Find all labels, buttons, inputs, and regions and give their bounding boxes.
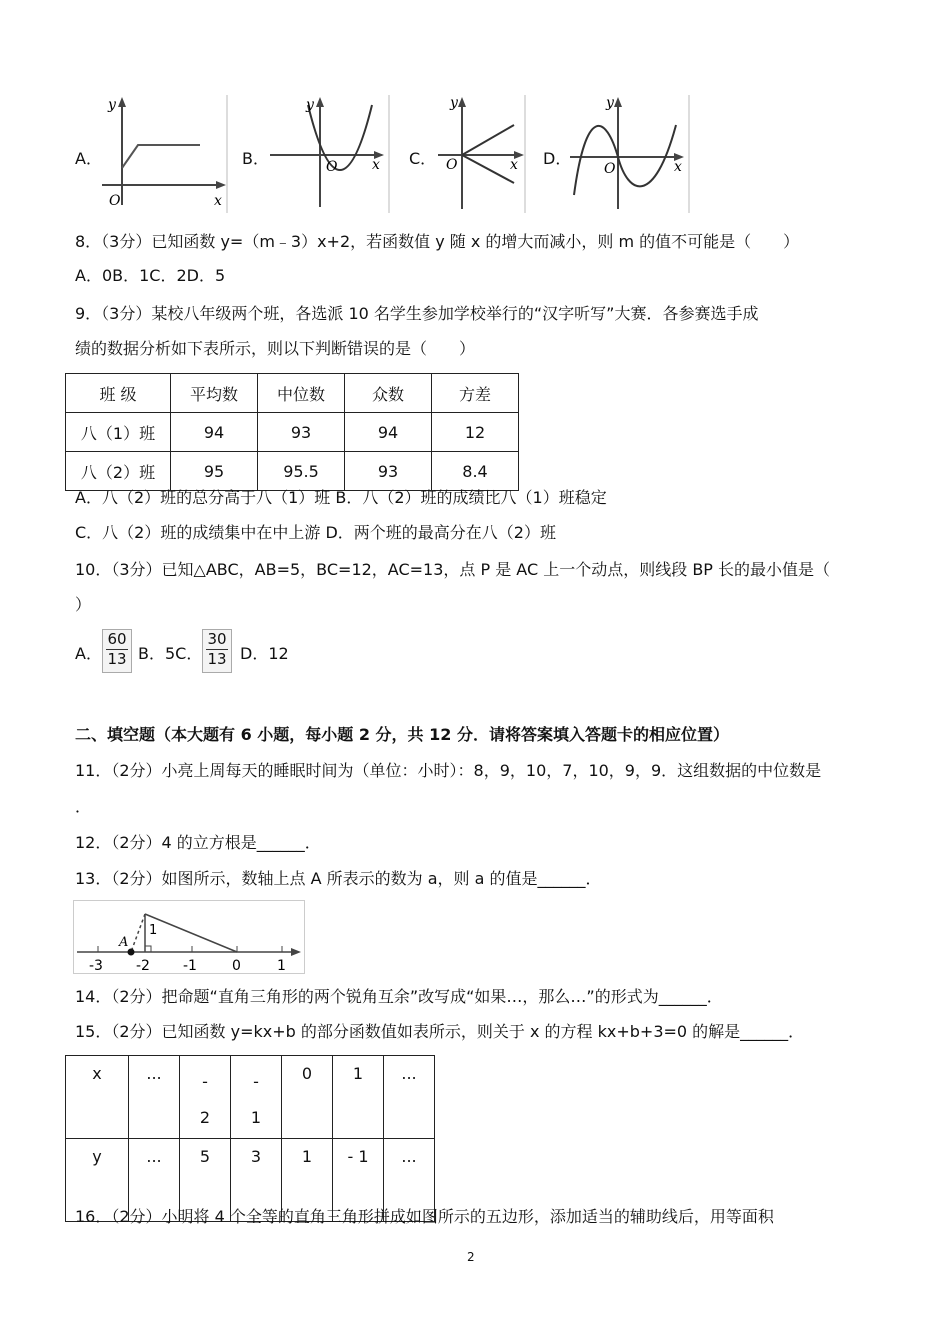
q15-function-table (65, 1055, 435, 1222)
table-cell: 八（2）班 (66, 452, 171, 491)
tick-label: 0 (232, 958, 241, 974)
denominator: 13 (107, 650, 127, 668)
option-d-label: D． (543, 149, 572, 168)
header-cell: 中位数 (258, 374, 345, 413)
x-axis-label: x (372, 157, 380, 173)
graph-a (100, 95, 230, 213)
table-cell: 93 (258, 413, 345, 452)
page-number: 2 (467, 1250, 475, 1264)
q9-stats-table (65, 373, 519, 491)
fraction-60-13 (102, 629, 132, 673)
tick-label: -1 (183, 958, 197, 974)
table-cell: 1 (282, 1139, 333, 1222)
graph-c (436, 95, 526, 213)
table-cell: y (66, 1139, 129, 1222)
table-cell: ... (129, 1056, 180, 1139)
q11-text-2: ． (75, 797, 92, 816)
table-header-row (66, 374, 519, 413)
origin-label: O (446, 157, 458, 173)
origin-label: O (326, 159, 338, 175)
q12-text: 12．（2分）4 的立方根是______． (75, 833, 321, 852)
q10-option-d: D．12 (240, 644, 289, 663)
header-cell: 平均数 (171, 374, 258, 413)
table-cell: x (66, 1056, 129, 1139)
q10-option-b: B．5C． (138, 644, 203, 663)
header-cell: 众数 (345, 374, 432, 413)
point-a-label: A (119, 935, 129, 950)
origin-label: O (109, 193, 121, 209)
q16-text: 16．（2分）小明将 4 个全等的直角三角形拼成如图所示的五边形，添加适当的辅助线后，用等面积 (75, 1207, 774, 1226)
q9-text-2: 绩的数据分析如下表所示，则以下判断错误的是（ ） (75, 339, 476, 358)
q13-text: 13．（2分）如图所示，数轴上点 A 所表示的数为 a，则 a 的值是______． (75, 869, 602, 888)
table-cell: ... (384, 1139, 435, 1222)
q9-options-ab: A．八（2）班的总分高于八（1）班 B．八（2）班的成绩比八（1）班稳定 (75, 488, 607, 507)
table-cell: 1 (333, 1056, 384, 1139)
x-axis-label: x (674, 159, 682, 175)
x-axis-label: x (510, 157, 518, 173)
table-cell: 3 (231, 1139, 282, 1222)
table-cell: 8.4 (432, 452, 519, 491)
denominator: 13 (207, 650, 227, 668)
q8-options: A．0B．1C．2D．5 (75, 266, 226, 285)
q15-text: 15．（2分）已知函数 y=kx+b 的部分函数值如表所示，则关于 x 的方程 kx+b+3=0 的解是______． (75, 1022, 805, 1041)
graph-d (568, 95, 690, 213)
header-cell: 方差 (432, 374, 519, 413)
table-cell: 95 (171, 452, 258, 491)
table-cell: ... (129, 1139, 180, 1222)
x-axis-label: x (214, 193, 222, 209)
y-axis-label: y (108, 97, 116, 113)
q8-text: 8．（3分）已知函数 y=（m﹣3）x+2，若函数值 y 随 x 的增大而减小，则 m 的值不可能是（ ） (75, 232, 800, 251)
tick-label: 1 (277, 958, 286, 974)
number-line-figure (73, 900, 305, 974)
table-row (66, 413, 519, 452)
table-cell: - 2 (180, 1056, 231, 1139)
q10-option-a: A． (75, 644, 102, 663)
q14-text: 14．（2分）把命题“直角三角形的两个锐角互余”改写成“如果…，那么…”的形式为______． (75, 987, 723, 1006)
table-cell: - 1 (333, 1139, 384, 1222)
table-cell: 94 (171, 413, 258, 452)
q9-options-cd: C．八（2）班的成绩集中在中上游 D．两个班的最高分在八（2）班 (75, 523, 556, 542)
point-a (128, 949, 135, 956)
y-axis-label: y (606, 95, 614, 111)
table-cell: 12 (432, 413, 519, 452)
tick-label: -3 (89, 958, 103, 974)
y-axis-label: y (450, 95, 458, 111)
table-row (66, 1056, 435, 1139)
table-cell: 95.5 (258, 452, 345, 491)
numerator: 60 (107, 630, 127, 648)
origin-label: O (604, 161, 616, 177)
table-cell: 5 (180, 1139, 231, 1222)
fraction-30-13 (202, 629, 232, 673)
y-axis-label: y (306, 97, 314, 113)
height-label: 1 (149, 923, 158, 938)
table-cell: - 1 (231, 1056, 282, 1139)
table-cell: 八（1）班 (66, 413, 171, 452)
option-a-label: A． (75, 149, 102, 168)
header-cell: 班 级 (66, 374, 171, 413)
table-row (66, 452, 519, 491)
q10-text-1: 10．（3分）已知△ABC，AB=5，BC=12，AC=13，点 P 是 AC 上一个动点，则线段 BP 长的最小值是（ (75, 560, 831, 579)
table-cell: 94 (345, 413, 432, 452)
q9-text-1: 9．（3分）某校八年级两个班，各选派 10 名学生参加学校举行的“汉字听写”大赛．各参赛选手成 (75, 304, 759, 323)
table-cell: ... (384, 1056, 435, 1139)
numerator: 30 (207, 630, 227, 648)
graph-b (268, 95, 390, 213)
q11-text-1: 11．（2分）小亮上周每天的睡眠时间为（单位：小时）：8，9，10，7，10，9，9．这组数据的中位数是 (75, 761, 822, 780)
tick-label: -2 (136, 958, 150, 974)
option-b-label: B． (242, 149, 269, 168)
table-cell: 93 (345, 452, 432, 491)
q10-text-2: ） (75, 595, 92, 614)
section-2-heading: 二、填空题（本大题有 6 小题，每小题 2 分，共 12 分．请将答案填入答题卡的相应位置） (75, 725, 729, 744)
table-cell: 0 (282, 1056, 333, 1139)
option-c-label: C． (409, 149, 437, 168)
